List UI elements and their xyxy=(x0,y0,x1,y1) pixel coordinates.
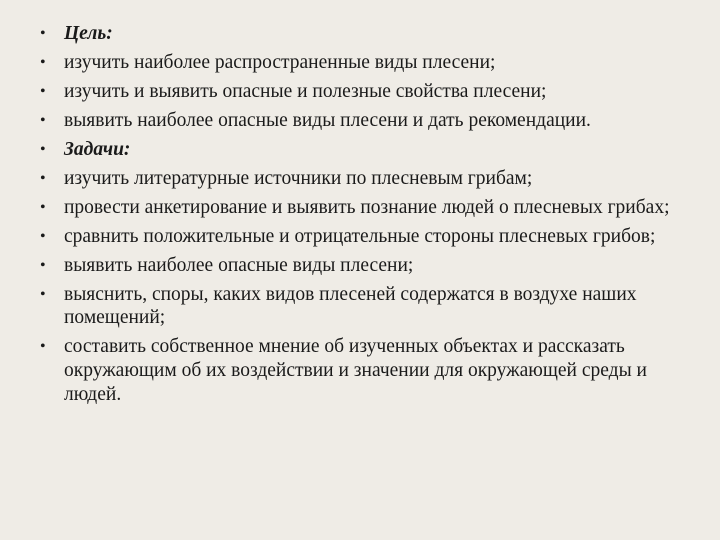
bullet-icon: • xyxy=(40,140,46,158)
bullet-text: изучить и выявить опасные и полезные свойства плесени; xyxy=(64,80,547,102)
bullet-item xyxy=(40,254,680,278)
bullet-list xyxy=(40,22,680,406)
bullet-text: провести анкетирование и выявить познание людей о плесневых грибах; xyxy=(64,196,670,218)
bullet-item-goal-heading xyxy=(40,22,680,46)
bullet-icon: • xyxy=(40,53,46,71)
bullet-icon: • xyxy=(40,82,46,100)
bullet-text: составить собственное мнение об изученных объектах и рассказать окружающим об их воздействии и значении для окружающей среды и людей. xyxy=(64,336,647,405)
bullet-item xyxy=(40,80,680,104)
bullet-item xyxy=(40,167,680,191)
bullet-text: изучить литературные источники по плесневым грибам; xyxy=(64,167,533,189)
bullet-text: выяснить, споры, каких видов плесеней содержатся в воздухе наших помещений; xyxy=(64,283,637,329)
bullet-icon: • xyxy=(40,227,46,245)
bullet-item xyxy=(40,283,680,330)
bullet-item xyxy=(40,109,680,133)
bullet-item xyxy=(40,225,680,249)
tasks-heading: Задачи: xyxy=(64,138,131,160)
bullet-item-tasks-heading xyxy=(40,138,680,162)
bullet-item xyxy=(40,196,680,220)
bullet-icon: • xyxy=(40,285,46,303)
bullet-text: выявить наиболее опасные виды плесени и дать рекомендации. xyxy=(64,109,591,131)
bullet-text: изучить наиболее распространенные виды плесени; xyxy=(64,51,496,73)
bullet-text: выявить наиболее опасные виды плесени; xyxy=(64,254,414,276)
bullet-icon: • xyxy=(40,25,46,42)
bullet-icon: • xyxy=(40,338,46,356)
bullet-icon: • xyxy=(40,256,46,274)
bullet-icon: • xyxy=(40,111,46,129)
bullet-text: сравнить положительные и отрицательные стороны плесневых грибов; xyxy=(64,225,656,247)
goal-heading: Цель: xyxy=(64,23,113,44)
bullet-item xyxy=(40,335,680,406)
bullet-icon: • xyxy=(40,198,46,216)
bullet-item xyxy=(40,51,680,75)
bullet-icon: • xyxy=(40,169,46,187)
